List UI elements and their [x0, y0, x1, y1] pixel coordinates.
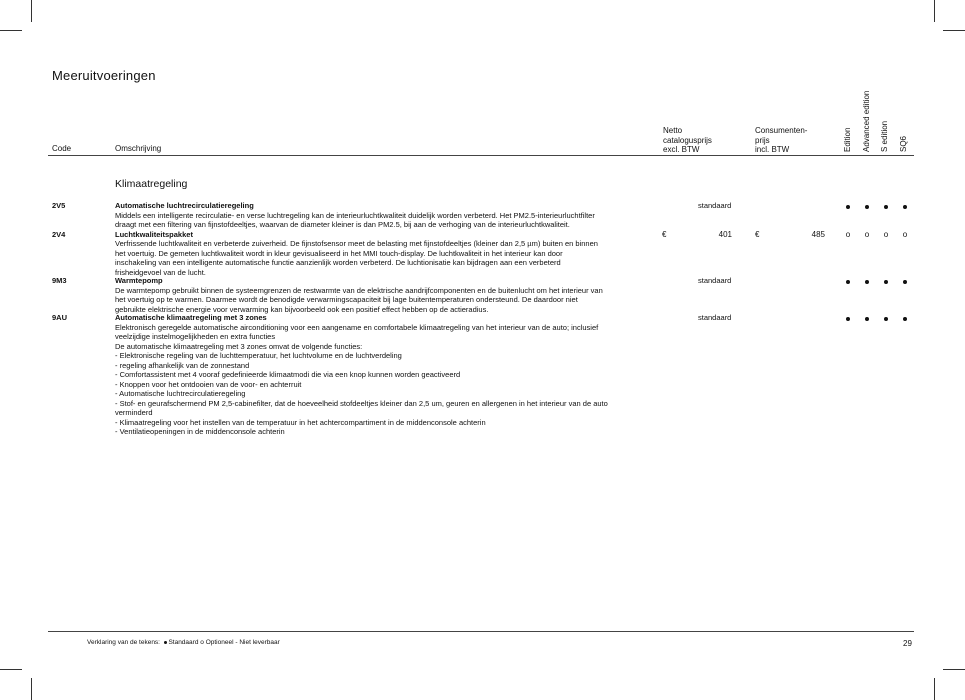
crop-mark [943, 30, 965, 31]
option-description-line: - regeling afhankelijk van de zonnestand [115, 360, 250, 370]
option-title: Automatische klimaatregeling met 3 zones [115, 313, 267, 322]
availability-text: standaard [698, 313, 732, 322]
legend-optional: Optioneel [205, 639, 234, 646]
column-header-advanced-edition: Advanced edition [862, 90, 871, 152]
currency-symbol: € [662, 230, 667, 239]
option-title: Warmtepomp [115, 276, 163, 285]
crop-mark [934, 0, 935, 22]
standard-dot-icon [881, 201, 891, 211]
column-header-sq6: SQ6 [899, 135, 908, 152]
column-header-edition: Edition [843, 127, 852, 152]
optional-circle-icon: o [902, 230, 908, 239]
column-header-description: Omschrijving [115, 144, 162, 153]
optional-circle-icon: o [845, 230, 851, 239]
crop-mark [0, 30, 22, 31]
option-description-line: gebruikte elektrische energie voor verwarming kan bijvoorbeeld ook een positief effect hebben op de actieradius. [115, 304, 489, 314]
footer-rule [48, 631, 914, 632]
currency-symbol: € [755, 230, 760, 239]
standard-dot-icon [862, 201, 872, 211]
availability-text: standaard [698, 201, 732, 210]
option-description-line: veelzijdige instelmogelijkheden en extra functies [115, 332, 276, 341]
column-header-s-edition: S edition [880, 120, 889, 152]
standard-dot-icon [862, 276, 872, 286]
option-description-line: - Knoppen voor het ontdooien van de voor- en achterruit [115, 379, 302, 389]
standard-dot-icon [843, 313, 853, 323]
standard-dot-icon [900, 313, 910, 323]
option-title: Luchtkwaliteitspakket [115, 229, 193, 239]
option-description-line: frisheidgevoel van de lucht. [115, 267, 206, 277]
standard-dot-icon [843, 276, 853, 286]
crop-mark [943, 669, 965, 670]
option-code: 2V4 [52, 229, 66, 239]
option-description-line: het voertuig. De gemeten luchtkwaliteit wordt in kleur gevisualiseerd in het MMI touch-display. De luchtkwaliteit in het interieur kan door [115, 248, 563, 258]
crop-mark [31, 678, 32, 700]
standard-dot-icon [843, 201, 853, 211]
optional-circle-icon: o [200, 639, 204, 646]
option-code: 9AU [52, 313, 68, 322]
option-description-line: Elektronisch geregelde automatische airconditioning voor een aangename en comfortabele klimaatregeling van het interieur van de auto; inclusief [115, 322, 599, 332]
standard-dot-icon [881, 313, 891, 323]
option-description-line: - Klimaatregeling voor het instellen van de temperatuur in het achtercompartiment in de middenconsole achterin [115, 417, 486, 427]
column-header-consumer-price: Consumenten- prijs incl. BTW [755, 126, 808, 154]
option-description-line: - Stof- en geurafschermend PM 2,5-cabinefilter, dat de hoeveelheid stofdeeltjes kleiner dan 2,5 um, geuren en allergenen in het interieur van de auto [115, 398, 608, 408]
option-description-line: Verfrissende luchtkwaliteit en verbeterde zuiverheid. De fijnstofsensor meet de belasting met fijnstofdeeltjes (kleiner dan 2,5 µm) buiten en binnen [115, 239, 598, 248]
standard-dot-icon [862, 313, 872, 323]
availability-text: standaard [698, 276, 732, 285]
consumer-price: 485 [811, 230, 825, 239]
crop-mark [0, 669, 22, 670]
page-title: Meeruitvoeringen [52, 68, 156, 83]
option-code: 9M3 [52, 276, 67, 285]
option-description-line: - Comfortassistent met 4 vooraf gedefinieerde klimaatmodi die via een knop kunnen worden geactiveerd [115, 370, 461, 379]
legend-standard: Standaard [168, 639, 199, 646]
option-description-line: De warmtepomp gebruikt binnen de systeemgrenzen de restwarmte van de elektrische aandrijfcomponenten en de buitenlucht om het interieur van [115, 285, 603, 295]
column-header-code: Code [52, 144, 72, 153]
standard-dot-icon [881, 276, 891, 286]
legend [87, 639, 280, 646]
option-description-line: inschakeling van een intelligente automatische functie aanzienlijk worden verbeterd. De luchtionisatie kan bijdragen aan een verbeterd [115, 258, 561, 267]
option-description-line: verminderd [115, 408, 153, 417]
option-description-line: De automatische klimaatregeling met 3 zones omvat de volgende functies: [115, 341, 363, 351]
header-rule [48, 155, 914, 156]
option-title: Automatische luchtrecirculatieregeling [115, 201, 254, 210]
option-description-line: Middels een intelligente recirculatie- en verse luchtregeling kan de interieurluchtkwaliteit duidelijk worden verbeterd. Het PM2.5-interieurluchtfilter [115, 210, 595, 220]
crop-mark [934, 678, 935, 700]
option-description-line: - Ventilatieopeningen in de middenconsole achterin [115, 427, 285, 436]
standard-dot-icon [900, 201, 910, 211]
legend-not-available: Niet leverbaar [239, 639, 280, 646]
option-code: 2V5 [52, 201, 66, 210]
legend-label: Verklaring van de tekens: [87, 639, 160, 646]
option-description-line: - Automatische luchtrecirculatieregeling [115, 389, 246, 398]
column-header-net-price: Netto catalogusprijs excl. BTW [663, 126, 712, 154]
crop-mark [31, 0, 32, 22]
optional-circle-icon: o [864, 230, 870, 239]
option-description-line: - Elektronische regeling van de luchttemperatuur, het luchtvolume en de luchtverdeling [115, 351, 402, 360]
standard-dot-icon [162, 639, 167, 646]
net-price: 401 [718, 230, 732, 239]
not-available-icon: - [235, 639, 238, 646]
page-number: 29 [903, 639, 912, 648]
optional-circle-icon: o [883, 230, 889, 239]
standard-dot-icon [900, 276, 910, 286]
option-description-line: draagt met een filtering van fijnstofdeeltjes, waarvan de diameter kleiner is dan PM2.5, bij aan de verhoging van de interieurluchtkwaliteit. [115, 220, 570, 229]
option-description-line: het voertuig op te warmen. Daarmee wordt de benodigde verwarmingscapaciteit bij lage buitentemperaturen ondersteund. De daardoor niet [115, 295, 578, 304]
section-title: Klimaatregeling [115, 178, 188, 190]
